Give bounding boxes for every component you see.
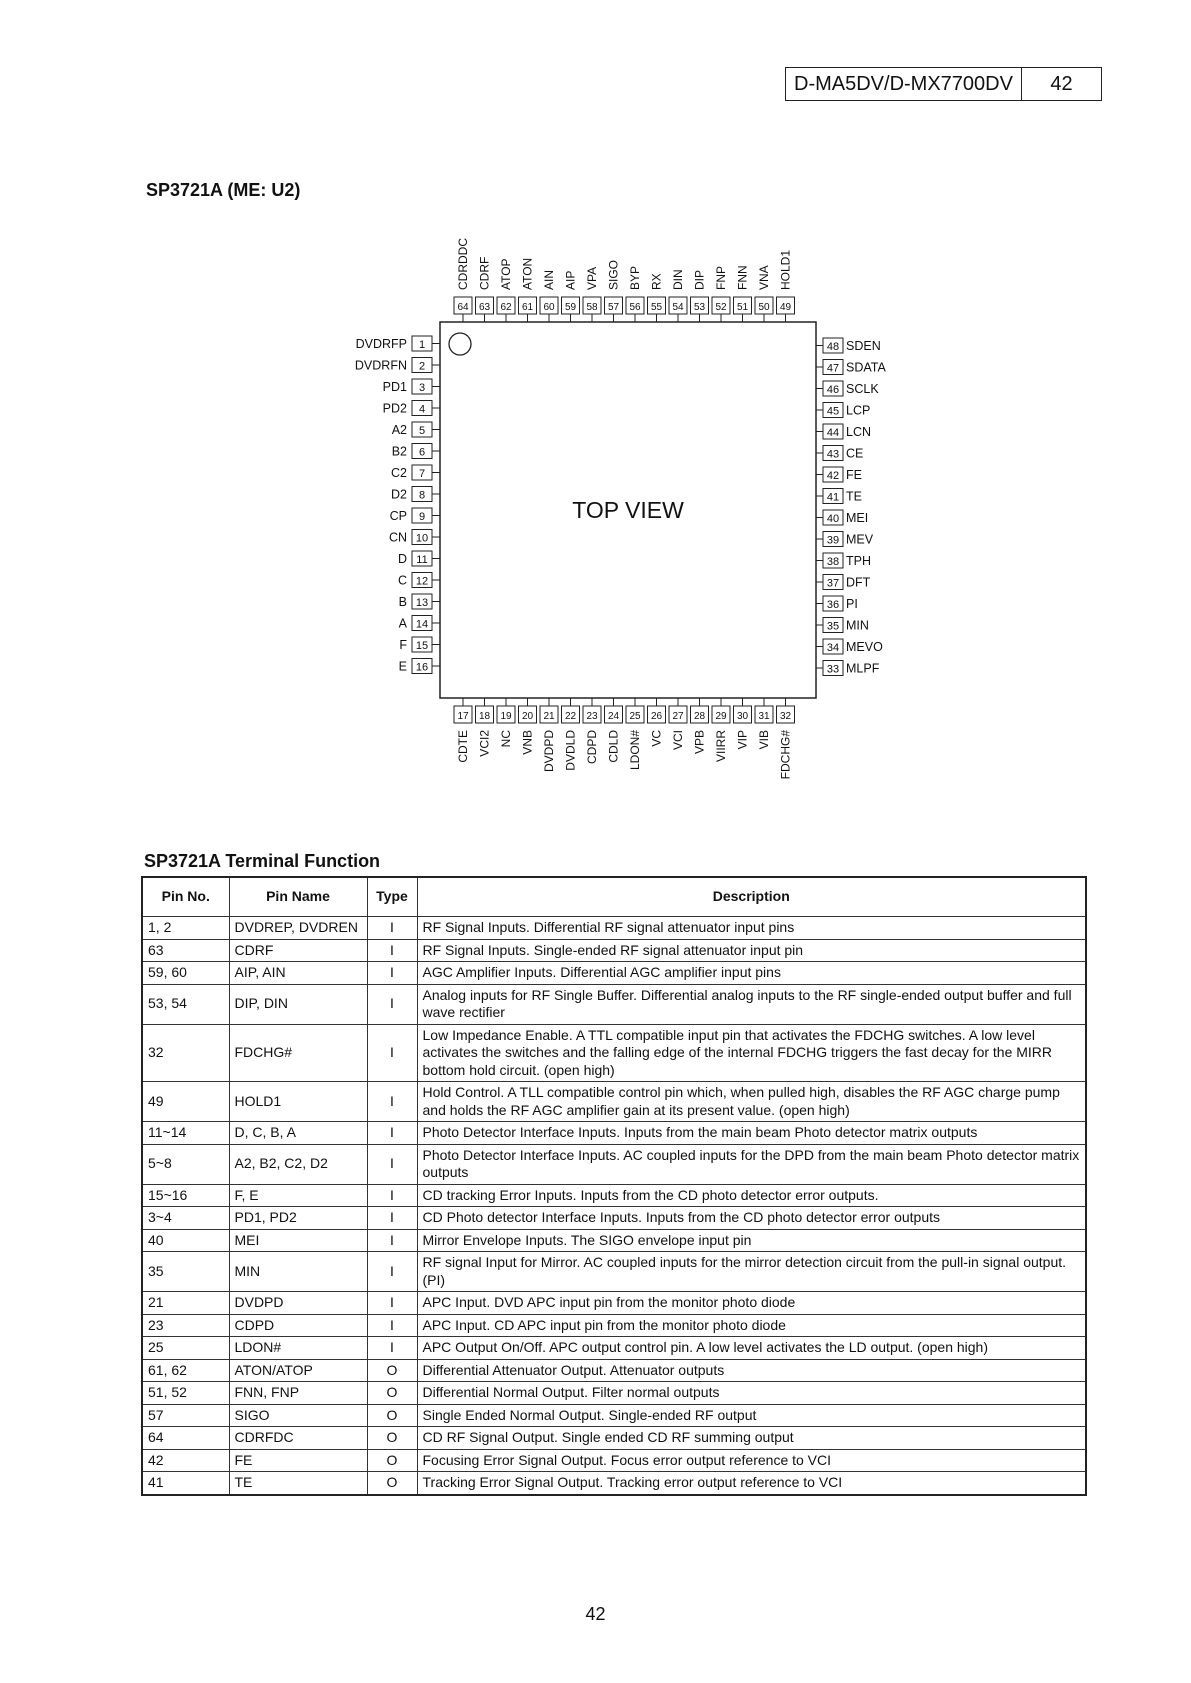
pin-number: 27: [672, 711, 684, 722]
cell-pin-no: 1, 2: [142, 917, 229, 940]
pin-name-label: SDATA: [846, 360, 886, 375]
pin-name-label: VPB: [692, 730, 707, 755]
pin-number: 6: [418, 446, 426, 459]
cell-pin-no: 35: [142, 1252, 229, 1292]
pin-number: 58: [586, 302, 598, 313]
pin-number: 63: [478, 302, 491, 313]
pin-number: 1: [418, 339, 426, 351]
pin-number: 54: [672, 302, 684, 313]
pin-name-label: CDRDDC: [456, 238, 470, 290]
cell-pin-no: 5~8: [142, 1144, 229, 1184]
pin-name-label: VIP: [735, 730, 750, 750]
cell-description: Differential Normal Output. Filter normal outputs: [417, 1382, 1086, 1405]
cell-pin-name: CDPD: [229, 1314, 367, 1337]
pin-name-label: DIP: [692, 269, 707, 290]
pin-number: 50: [758, 302, 770, 313]
pin-number: 53: [693, 302, 706, 313]
pin-name-label: LCN: [846, 425, 872, 439]
pin-name-label: E: [398, 659, 407, 674]
table-row: [142, 1337, 1086, 1360]
pin-number: 30: [736, 711, 749, 722]
model-number: D-MA5DV/D-MX7700DV: [786, 68, 1022, 100]
cell-type: I: [367, 1292, 417, 1315]
cell-type: O: [367, 1359, 417, 1382]
table-row: [142, 984, 1086, 1024]
table-row: [142, 1184, 1086, 1207]
pin-number: 2: [418, 360, 426, 373]
pin-name-label: MEV: [846, 532, 874, 547]
section-title: SP3721A (ME: U2): [146, 180, 301, 200]
pin-name-label: RX: [649, 273, 664, 290]
pin-name-label: TPH: [846, 554, 871, 568]
pin-number: 29: [715, 711, 727, 722]
cell-pin-name: FDCHG#: [229, 1024, 367, 1082]
chip-pinout-diagram: [0, 0, 1191, 830]
pin-number: 3: [418, 382, 426, 394]
pin-name-label: CDPD: [585, 730, 599, 765]
pin-name-label: MEVO: [846, 640, 883, 654]
cell-pin-name: AIP, AIN: [229, 962, 367, 985]
cell-pin-name: CDRF: [229, 939, 367, 962]
col-header-description: Description: [417, 877, 1086, 917]
table-row: [142, 1382, 1086, 1405]
cell-type: O: [367, 1449, 417, 1472]
pin-name-label: PD1: [382, 380, 407, 394]
cell-description: Single Ended Normal Output. Single-ended RF output: [417, 1404, 1086, 1427]
pin-name-label: DIN: [671, 269, 685, 290]
cell-description: APC Input. DVD APC input pin from the monitor photo diode: [417, 1292, 1086, 1315]
pin-number: 64: [457, 302, 469, 313]
pin-name-label: CN: [388, 530, 407, 545]
cell-pin-name: SIGO: [229, 1404, 367, 1427]
pin-number: 21: [543, 711, 555, 722]
cell-pin-name: DVDREP, DVDREN: [229, 917, 367, 940]
cell-pin-no: 23: [142, 1314, 229, 1337]
pin-number: 26: [650, 711, 663, 722]
cell-type: O: [367, 1472, 417, 1495]
pin-name-label: HOLD1: [778, 249, 793, 290]
pin-number: 56: [629, 302, 641, 313]
cell-type: I: [367, 1314, 417, 1337]
pin-name-label: CDTE: [456, 730, 470, 763]
pin-number: 8: [418, 489, 426, 502]
table-row: [142, 1292, 1086, 1315]
cell-pin-name: CDRFDC: [229, 1427, 367, 1450]
pin-name-label: VNB: [520, 730, 535, 755]
cell-type: I: [367, 1122, 417, 1145]
pin-number: 4: [418, 403, 426, 416]
cell-description: CD Photo detector Interface Inputs. Inputs from the CD photo detector error outputs: [417, 1207, 1086, 1230]
pin-name-label: MIN: [846, 618, 869, 633]
cell-pin-name: F, E: [229, 1184, 367, 1207]
pin-name-label: F: [399, 638, 407, 652]
pin-number: 39: [826, 534, 840, 547]
cell-pin-no: 15~16: [142, 1184, 229, 1207]
table-row: [142, 1144, 1086, 1184]
cell-pin-name: DVDPD: [229, 1292, 367, 1315]
table-row: [142, 1122, 1086, 1145]
cell-pin-no: 59, 60: [142, 962, 229, 985]
pin-name-label: CDRF: [477, 256, 492, 290]
col-header-pin-no: Pin No.: [142, 877, 229, 917]
pin-number: 41: [826, 491, 840, 504]
pin-name-label: FDCHG#: [778, 730, 793, 780]
pin-number: 60: [543, 302, 555, 313]
pin1-marker: [449, 333, 471, 355]
pin-number: 34: [826, 642, 840, 654]
pin-number: 36: [826, 599, 840, 611]
table-row: [142, 962, 1086, 985]
cell-pin-no: 11~14: [142, 1122, 229, 1145]
terminal-function-table: [141, 876, 1087, 1496]
cell-pin-no: 3~4: [142, 1207, 229, 1230]
table-row: [142, 1472, 1086, 1495]
pin-name-label: VCI: [671, 730, 685, 751]
cell-description: RF Signal Inputs. Differential RF signal attenuator input pins: [417, 917, 1086, 940]
pin-name-label: NC: [499, 730, 513, 748]
cell-pin-no: 21: [142, 1292, 229, 1315]
cell-pin-no: 42: [142, 1449, 229, 1472]
pin-number: 38: [826, 556, 840, 568]
cell-description: Focusing Error Signal Output. Focus error output reference to VCI: [417, 1449, 1086, 1472]
col-header-type: Type: [367, 877, 417, 917]
pin-number: 45: [826, 405, 840, 418]
table-row: [142, 1404, 1086, 1427]
pin-number: 13: [415, 597, 429, 609]
pin-number: 20: [521, 711, 534, 722]
pin-number: 16: [415, 661, 429, 674]
pin-number: 32: [779, 711, 792, 722]
cell-description: AGC Amplifier Inputs. Differential AGC amplifier input pins: [417, 962, 1086, 985]
cell-description: Analog inputs for RF Single Buffer. Differential analog inputs to the RF single-ended output buffer and full wave rectifier: [417, 984, 1086, 1024]
cell-type: I: [367, 1252, 417, 1292]
chip-center-label: TOP VIEW: [572, 497, 684, 523]
table-row: [142, 1207, 1086, 1230]
pin-name-label: CP: [389, 509, 407, 523]
pin-name-label: MEI: [846, 511, 869, 525]
pin-number: 40: [826, 513, 840, 525]
table-row: [142, 1024, 1086, 1082]
pin-name-label: FNP: [714, 266, 728, 290]
pin-name-label: D2: [391, 487, 407, 502]
header-page-number: 42: [1050, 72, 1073, 95]
pin-name-label: ATON: [520, 257, 535, 290]
table-row: [142, 1314, 1086, 1337]
cell-type: I: [367, 962, 417, 985]
cell-description: CD tracking Error Inputs. Inputs from the CD photo detector error outputs.: [417, 1184, 1086, 1207]
pin-name-label: TE: [846, 489, 862, 504]
pin-number: 37: [826, 577, 840, 590]
cell-type: I: [367, 917, 417, 940]
cell-type: O: [367, 1404, 417, 1427]
pin-number: 33: [826, 663, 840, 676]
pin-name-label: VIB: [757, 730, 771, 750]
pin-name-label: DFT: [846, 575, 871, 590]
pin-number: 15: [415, 640, 429, 652]
cell-type: I: [367, 1024, 417, 1082]
table-row: [142, 1449, 1086, 1472]
pin-number: 18: [478, 711, 491, 722]
table-row: [142, 1252, 1086, 1292]
pin-name-label: MLPF: [846, 661, 880, 676]
pin-number: 25: [629, 711, 641, 722]
footer-page-number: 42: [585, 1604, 606, 1624]
cell-description: CD RF Signal Output. Single ended CD RF summing output: [417, 1427, 1086, 1450]
cell-description: RF signal Input for Mirror. AC coupled inputs for the mirror detection circuit from the pull-in signal output. (PI): [417, 1252, 1086, 1292]
pin-number: 62: [500, 302, 512, 313]
pin-name-label: DVDPD: [542, 730, 556, 773]
pin-number: 7: [418, 468, 426, 480]
pin-number: 35: [826, 620, 840, 633]
pin-number: 10: [415, 532, 429, 545]
cell-pin-no: 51, 52: [142, 1382, 229, 1405]
cell-pin-name: FNN, FNP: [229, 1382, 367, 1405]
pin-name-label: DVDLD: [563, 730, 578, 771]
pin-number: 51: [736, 302, 749, 313]
pin-number: 12: [415, 575, 429, 588]
pin-name-label: CE: [846, 446, 864, 461]
pin-name-label: DVDRFN: [354, 358, 407, 373]
pin-name-label: SIGO: [606, 259, 621, 290]
cell-type: I: [367, 1337, 417, 1360]
pin-number: 31: [758, 711, 770, 722]
pin-name-label: SDEN: [846, 339, 881, 353]
cell-type: I: [367, 1229, 417, 1252]
cell-pin-no: 53, 54: [142, 984, 229, 1024]
pin-number: 22: [564, 711, 577, 722]
cell-description: APC Output On/Off. APC output control pin. A low level activates the LD output. (open high): [417, 1337, 1086, 1360]
pin-name-label: A: [398, 616, 407, 631]
pin-name-label: C: [397, 573, 407, 588]
cell-description: Hold Control. A TLL compatible control pin which, when pulled high, disables the RF AGC charge pump and holds the RF AGC amplifier gain at its present value. (open high): [417, 1082, 1086, 1122]
cell-type: O: [367, 1382, 417, 1405]
table-row: [142, 1082, 1086, 1122]
table-row: [142, 1427, 1086, 1450]
pin-number: 11: [416, 554, 428, 566]
pin-name-label: LCP: [846, 403, 871, 418]
pin-name-label: VNA: [757, 265, 771, 290]
pin-name-label: SCLK: [846, 382, 879, 396]
pin-name-label: FNN: [735, 265, 750, 290]
pin-number: 47: [826, 362, 840, 375]
cell-pin-no: 57: [142, 1404, 229, 1427]
pin-name-label: VPA: [585, 266, 599, 290]
cell-pin-name: DIP, DIN: [229, 984, 367, 1024]
pin-number: 57: [607, 302, 620, 313]
cell-type: O: [367, 1427, 417, 1450]
pin-name-label: DVDRFP: [355, 337, 407, 351]
cell-pin-no: 49: [142, 1082, 229, 1122]
cell-description: Low Impedance Enable. A TTL compatible input pin that activates the FDCHG switches. A low level activates the switches and the falling edge of the internal FDCHG triggers the fast decay for the MIRR bottom hold circuit. (open high): [417, 1024, 1086, 1082]
pin-number: 61: [521, 302, 534, 313]
pin-number: 19: [500, 711, 512, 722]
pin-number: 46: [826, 384, 840, 396]
cell-description: Tracking Error Signal Output. Tracking error output reference to VCI: [417, 1472, 1086, 1495]
cell-pin-no: 61, 62: [142, 1359, 229, 1382]
pin-name-label: VCI2: [477, 730, 492, 757]
pin-name-label: ATOP: [499, 258, 513, 290]
pin-name-label: D: [397, 552, 407, 566]
pin-number: 42: [826, 470, 840, 482]
cell-pin-name: ATON/ATOP: [229, 1359, 367, 1382]
cell-pin-name: MIN: [229, 1252, 367, 1292]
pin-number: 59: [564, 302, 577, 313]
pin-number: 49: [779, 302, 792, 313]
cell-pin-no: 41: [142, 1472, 229, 1495]
pin-number: 28: [693, 711, 706, 722]
pin-name-label: PI: [846, 597, 858, 611]
cell-description: Photo Detector Interface Inputs. AC coupled inputs for the DPD from the main beam Photo detector matrix outputs: [417, 1144, 1086, 1184]
cell-type: I: [367, 984, 417, 1024]
cell-type: I: [367, 939, 417, 962]
table-row: [142, 939, 1086, 962]
cell-pin-no: 32: [142, 1024, 229, 1082]
cell-type: I: [367, 1082, 417, 1122]
pin-number: 14: [415, 618, 429, 631]
pin-name-label: B2: [391, 444, 407, 459]
pin-number: 52: [715, 302, 727, 313]
cell-pin-no: 40: [142, 1229, 229, 1252]
cell-description: Mirror Envelope Inputs. The SIGO envelope input pin: [417, 1229, 1086, 1252]
cell-description: Photo Detector Interface Inputs. Inputs from the main beam Photo detector matrix outputs: [417, 1122, 1086, 1145]
pin-name-label: AIP: [563, 270, 578, 290]
table-title: SP3721A Terminal Function: [144, 851, 381, 871]
pin-number: 43: [826, 448, 840, 461]
pin-name-label: VC: [649, 730, 664, 747]
cell-pin-no: 64: [142, 1427, 229, 1450]
pin-number: 23: [586, 711, 598, 722]
table-row: [142, 1229, 1086, 1252]
cell-pin-name: FE: [229, 1449, 367, 1472]
pin-number: 5: [418, 425, 426, 437]
pin-number: 44: [826, 427, 840, 439]
pin-name-label: AIN: [542, 269, 556, 290]
pin-name-label: BYP: [628, 265, 642, 290]
cell-pin-name: MEI: [229, 1229, 367, 1252]
pin-name-label: LDON#: [628, 730, 642, 771]
pin-name-label: VIIRR: [714, 730, 728, 763]
cell-pin-name: D, C, B, A: [229, 1122, 367, 1145]
cell-pin-name: LDON#: [229, 1337, 367, 1360]
pin-number: 24: [607, 711, 620, 722]
cell-pin-name: A2, B2, C2, D2: [229, 1144, 367, 1184]
pin-name-label: C2: [391, 466, 407, 480]
pin-name-label: B: [398, 595, 407, 609]
pin-name-label: PD2: [382, 401, 407, 416]
pin-name-label: A2: [391, 423, 407, 437]
pin-name-label: FE: [846, 468, 862, 482]
cell-type: I: [367, 1184, 417, 1207]
cell-description: Differential Attenuator Output. Attenuator outputs: [417, 1359, 1086, 1382]
cell-pin-no: 25: [142, 1337, 229, 1360]
col-header-pin-name: Pin Name: [229, 877, 367, 917]
cell-pin-no: 63: [142, 939, 229, 962]
cell-pin-name: TE: [229, 1472, 367, 1495]
pin-number: 55: [650, 302, 663, 313]
pin-number: 17: [457, 711, 469, 722]
table-header-row: [142, 877, 1086, 917]
cell-type: I: [367, 1207, 417, 1230]
table-row: [142, 917, 1086, 940]
pin-name-label: CDLD: [606, 730, 621, 763]
pin-number: 48: [826, 341, 840, 353]
cell-pin-name: PD1, PD2: [229, 1207, 367, 1230]
table-row: [142, 1359, 1086, 1382]
pin-number: 9: [418, 511, 426, 523]
cell-type: I: [367, 1144, 417, 1184]
cell-pin-name: HOLD1: [229, 1082, 367, 1122]
cell-description: APC Input. CD APC input pin from the monitor photo diode: [417, 1314, 1086, 1337]
cell-description: RF Signal Inputs. Single-ended RF signal attenuator input pin: [417, 939, 1086, 962]
